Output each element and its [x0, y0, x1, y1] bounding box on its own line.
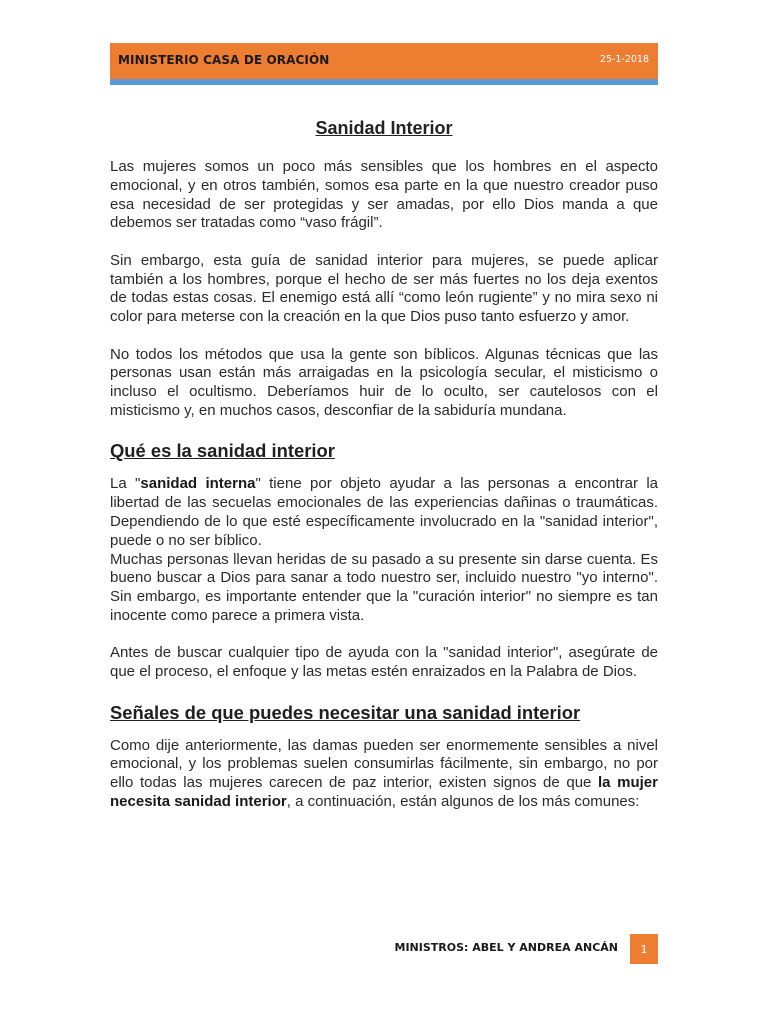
section1-paragraph-2: Muchas personas llevan heridas de su pasado a su presente sin darse cuenta. Es bueno buscar a Dios para sanar a todo nuestro ser, incluido nuestro "yo interno". Sin embargo, es importante entender que la "curación interior" no siempre es tan inocente como parece a primera vista. — [110, 550, 658, 624]
footer-ministers: MINISTROS: ABEL Y ANDREA ANCÁN — [394, 941, 618, 954]
header-bar — [110, 43, 658, 79]
page-number-badge — [630, 934, 658, 964]
section-heading-signs: Señales de que puedes necesitar una sanidad interior — [110, 701, 581, 723]
page-number: 1 — [640, 942, 648, 956]
section2-paragraph-1 — [110, 737, 658, 812]
intro-paragraph-3: No todos los métodos que usa la gente son bíblicos. Algunas técnicas que las personas usan están más arraigadas en la psicología secular, el misticismo o incluso el ocultismo. Deberíamos huir de lo oculto, ser cautelosos con el misticismo y, en muchos casos, desconfiar de la sabiduría mundana. — [110, 345, 658, 419]
section2-p1-bold: la mujer necesita sanidad interior — [110, 774, 658, 810]
header-ministry-title: MINISTERIO CASA DE ORACIÓN — [118, 53, 330, 67]
section1-p1-before: La " — [110, 475, 141, 493]
section1-paragraph-1 — [110, 475, 658, 550]
intro-paragraph-2: Sin embargo, esta guía de sanidad interior para mujeres, se puede aplicar también a los hombres, porque el hecho de ser más fuertes no los deja exentos de todas estas cosas. El enemigo está allí “como león rugiente” y no mira sexo ni color para meterse con la creación en la que Dios puso tanto esfuerzo y amor. — [110, 251, 658, 326]
section1-p1-after: " tiene por objeto ayudar a las personas a encontrar la libertad de las secuelas emocionales de las experiencias dañinas o traumáticas. Dependiendo de lo que esté específicamente involucrado en la "sanidad interior", puede o no ser bíblico. — [110, 475, 658, 549]
section1-paragraph-3: Antes de buscar cualquier tipo de ayuda con la "sanidad interior", asegúrate de que el proceso, el enfoque y las metas estén enraizados en la Palabra de Dios. — [110, 644, 658, 681]
section2-p1-before: Como dije anteriormente, las damas pueden ser enormemente sensibles a nivel emocional, y los problemas suelen consumirlas fácilmente, sin embargo, no por ello todas las mujeres carecen de paz interior, existen signos de que — [110, 736, 658, 792]
intro-paragraph-1: Las mujeres somos un poco más sensibles que los hombres en el aspecto emocional, y en otros también, somos esa parte en la que nuestro creador puso esa necesidad de ser protegidas y ser amadas, por ello Dios manda a que debemos ser tratadas como “vaso frágil”. — [110, 158, 658, 232]
header-rule — [110, 79, 658, 85]
section-heading-what-is: Qué es la sanidad interior — [110, 440, 335, 462]
section1-p1-bold: sanidad interna — [140, 475, 256, 493]
header-date: 25-1-2018 — [599, 54, 649, 65]
section2-p1-after: , a continuación, están algunos de los más comunes: — [286, 792, 640, 810]
document-body — [110, 116, 658, 812]
document-title: Sanidad Interior — [315, 118, 453, 138]
